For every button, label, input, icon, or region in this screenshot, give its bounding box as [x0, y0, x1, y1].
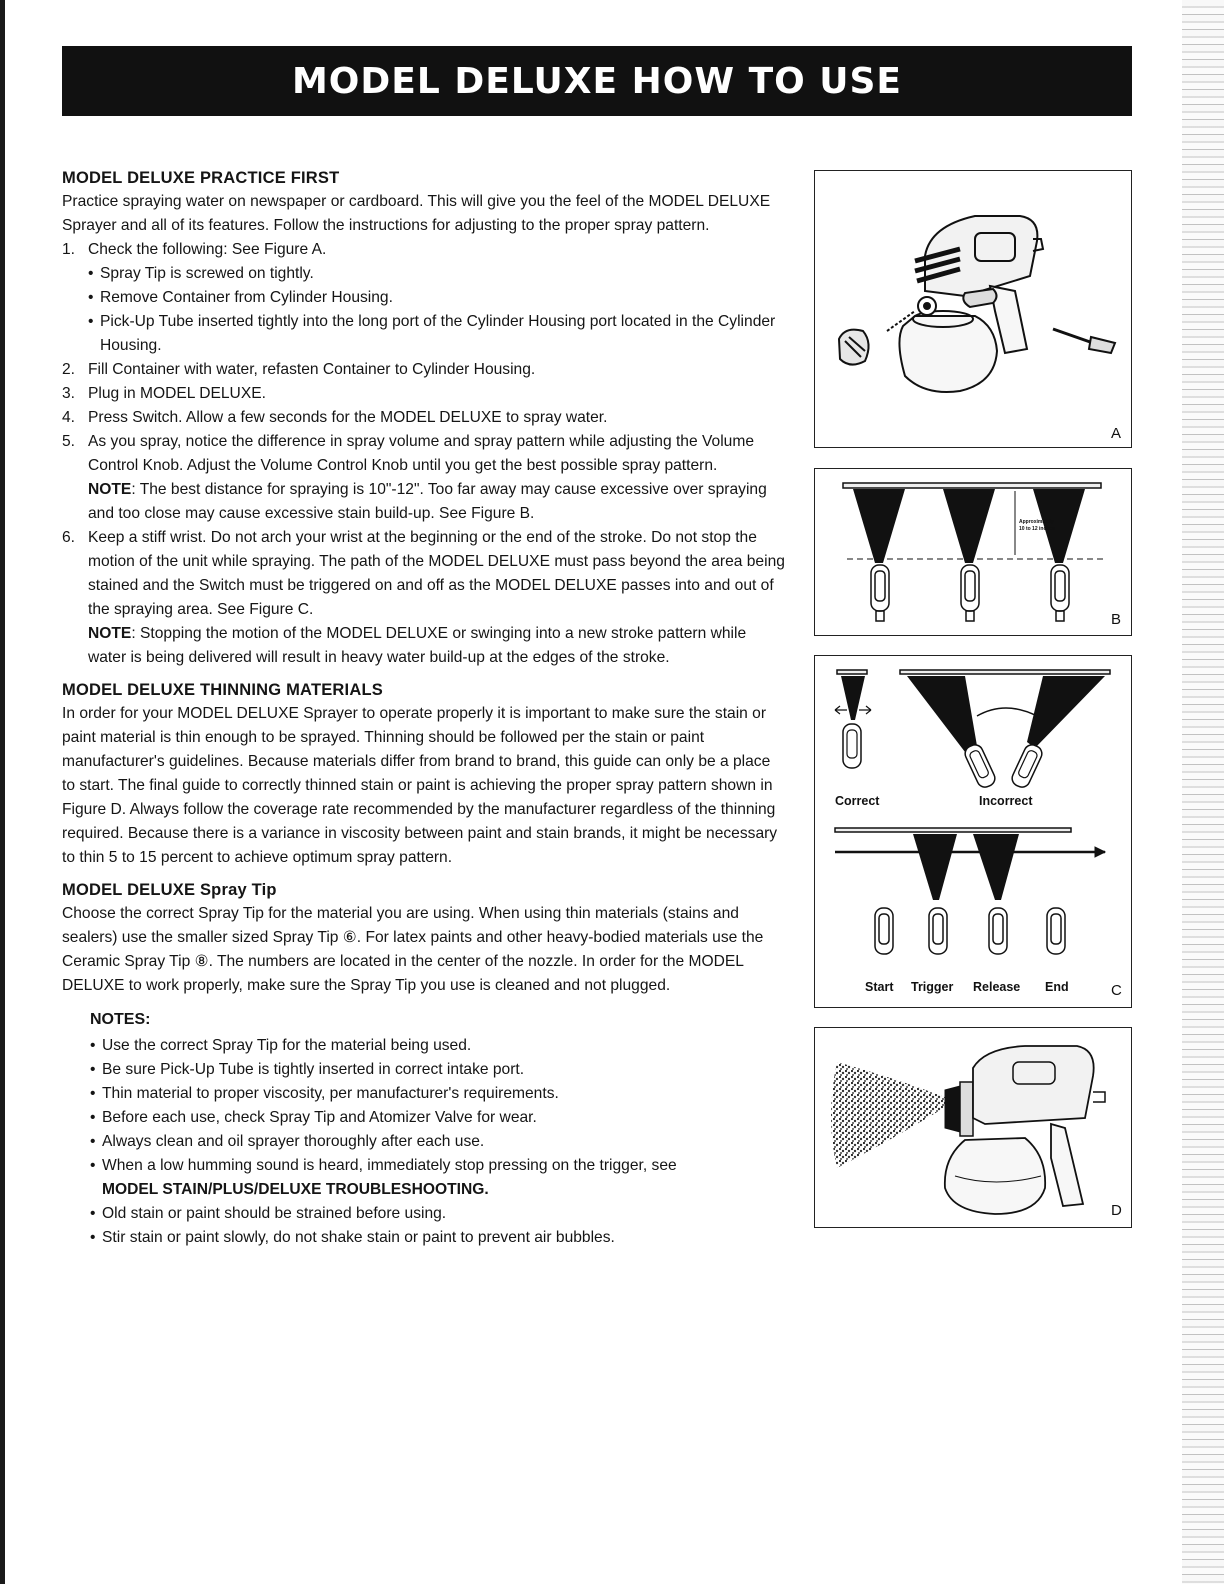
step-text: Check the following: See Figure A. — [88, 241, 327, 258]
bullet-glyph: • — [90, 1229, 96, 1246]
note-text: : The best distance for spraying is 10"-12". Too far away may cause excessive over spraying and too close may cause excessive stain build-up. See Figure B. — [88, 481, 767, 522]
bullet-glyph: • — [90, 1133, 96, 1150]
bullet-glyph: • — [88, 265, 94, 282]
step-1 — [62, 238, 787, 262]
note-item — [90, 1130, 787, 1154]
bullet-glyph: • — [88, 289, 94, 306]
note-label: NOTE — [88, 625, 132, 642]
troubleshooting-reference: MODEL STAIN/PLUS/DELUXE TROUBLESHOOTING. — [102, 1181, 489, 1198]
note-text: : Stopping the motion of the MODEL DELUXE or swinging into a new stroke pattern while water is being delivered will result in heavy water build-up at the edges of the stroke. — [88, 625, 747, 666]
step-number: 2. — [62, 361, 76, 378]
thinning-section — [62, 678, 787, 870]
bullet-item — [88, 310, 787, 358]
spraytip-body: Choose the correct Spray Tip for the material you are using. When using thin materials (stains and sealers) use the smaller sized Spray Tip ⑥. For latex paints and other heavy-bodied materials use the Ceramic Spray Tip ⑧. The numbers are located in the center of the nozzle. In order for the MODEL DELUXE to work properly, make sure the Spray Tip you use is cleaned and not plugged. — [62, 905, 764, 994]
figure-c-letter: C — [1111, 982, 1122, 999]
practice-heading: MODEL DELUXE PRACTICE FIRST — [62, 169, 340, 187]
bullet-glyph: • — [90, 1061, 96, 1078]
bullet-text: Remove Container from Cylinder Housing. — [100, 289, 393, 306]
step-text: As you spray, notice the difference in spray volume and spray pattern while adjusting the Volume Control Knob. Adjust the Volume Control Knob until you get the best possible spray pattern. — [88, 433, 754, 474]
figure-c-incorrect-caption: Incorrect — [979, 794, 1033, 808]
note-label: NOTE — [88, 481, 132, 498]
figure-b — [814, 468, 1132, 636]
note-distance — [88, 478, 787, 526]
figure-d-letter: D — [1111, 1202, 1122, 1219]
figure-d — [814, 1027, 1132, 1228]
step-1-bullets — [62, 262, 787, 358]
step-number: 4. — [62, 409, 76, 426]
bullet-glyph: • — [90, 1157, 96, 1174]
bullet-glyph: • — [88, 313, 94, 330]
figure-d-spray-pattern-illustration — [815, 1028, 1131, 1227]
notes-list — [62, 1034, 787, 1250]
note-item — [90, 1202, 787, 1226]
note-item — [90, 1154, 787, 1202]
figure-c-stroke-illustration — [815, 656, 1131, 1007]
step-text: Fill Container with water, refasten Container to Cylinder Housing. — [88, 361, 536, 378]
step-4 — [62, 406, 787, 430]
bullet-glyph: • — [90, 1085, 96, 1102]
figure-b-distance-label-line2: 10 to 12 inches — [1019, 526, 1055, 532]
thinning-body: In order for your MODEL DELUXE Sprayer to operate properly it is important to make sure the stain or paint material is thin enough to be sprayed. Thinning should be followed per the stain or paint manufacturer's guidelines. Because materials differ from brand to brand, this guide can only be a place to start. The final guide to correctly thinned stain or paint is achieving the proper spray pattern shown in Figure D. Always follow the coverage rate recommended by the manufacturer regardless of the thinning required. Because there is a variance in viscosity between paint and stain brands, it might be necessary to thin 5 to 15 percent to achieve optimum spray pattern. — [62, 705, 778, 866]
step-text: Plug in MODEL DELUXE. — [88, 385, 266, 402]
page-title: MODEL DELUXE HOW TO USE — [62, 46, 1132, 116]
step-6 — [62, 526, 787, 670]
figure-c-correct-caption: Correct — [835, 794, 880, 808]
figure-a-sprayer-illustration — [815, 171, 1131, 447]
main-text-column — [62, 166, 787, 1250]
figure-a — [814, 170, 1132, 448]
figure-b-letter: B — [1111, 611, 1122, 628]
thinning-heading: MODEL DELUXE THINNING MATERIALS — [62, 681, 383, 699]
note-item-text: Thin material to proper viscosity, per manufacturer's requirements. — [102, 1085, 559, 1102]
step-3 — [62, 382, 787, 406]
step-5 — [62, 430, 787, 526]
figure-b-distance-illustration — [815, 469, 1131, 635]
step-number: 5. — [62, 433, 76, 450]
note-item — [90, 1058, 787, 1082]
step-number: 3. — [62, 385, 76, 402]
note-item-text: Always clean and oil sprayer thoroughly after each use. — [102, 1133, 485, 1150]
figure-c-release-caption: Release — [973, 980, 1021, 994]
bullet-text: Spray Tip is screwed on tightly. — [100, 265, 314, 282]
note-item-text: Stir stain or paint slowly, do not shake stain or paint to prevent air bubbles. — [102, 1229, 615, 1246]
step-text: Keep a stiff wrist. Do not arch your wrist at the beginning or the end of the stroke. Do not stop the motion of the unit while spraying. The path of the MODEL DELUXE must pass beyond the area being stained and the Switch must be triggered on and off as the MODEL DELUXE passes into and out of the spraying area. See Figure C. — [88, 529, 785, 618]
note-item-text: Be sure Pick-Up Tube is tightly inserted in correct intake port. — [102, 1061, 525, 1078]
note-item — [90, 1034, 787, 1058]
step-2 — [62, 358, 787, 382]
page-left-edge — [0, 0, 5, 1584]
bullet-item — [88, 286, 787, 310]
spraytip-section — [62, 878, 787, 1250]
step-number: 6. — [62, 529, 76, 546]
note-item — [90, 1082, 787, 1106]
bullet-glyph: • — [90, 1205, 96, 1222]
figure-c-trigger-caption: Trigger — [911, 980, 954, 994]
practice-steps-continued — [62, 358, 787, 670]
step-text: Press Switch. Allow a few seconds for the MODEL DELUXE to spray water. — [88, 409, 608, 426]
figure-c-end-caption: End — [1045, 980, 1069, 994]
note-item-text: Before each use, check Spray Tip and Atomizer Valve for wear. — [102, 1109, 537, 1126]
note-item-text: Use the correct Spray Tip for the material being used. — [102, 1037, 472, 1054]
figure-c-start-caption: Start — [865, 980, 894, 994]
note-item — [90, 1106, 787, 1130]
bullet-glyph: • — [90, 1037, 96, 1054]
note-item-text: When a low humming sound is heard, immediately stop pressing on the trigger, see — [102, 1157, 677, 1174]
note-item — [90, 1226, 787, 1250]
figure-a-letter: A — [1111, 425, 1122, 442]
figure-c — [814, 655, 1132, 1008]
practice-steps — [62, 238, 787, 262]
step-number: 1. — [62, 241, 76, 258]
notes-heading: NOTES: — [90, 1011, 151, 1028]
note-stopping — [88, 622, 787, 670]
practice-intro: Practice spraying water on newspaper or cardboard. This will give you the feel of the MODEL DELUXE Sprayer and all of its features. Follow the instructions for adjusting to the proper spray pattern. — [62, 193, 771, 234]
figure-b-distance-label-line1: Approximately — [1019, 519, 1054, 525]
spraytip-heading: MODEL DELUXE Spray Tip — [62, 881, 277, 899]
scan-right-edge — [1182, 0, 1224, 1584]
bullet-glyph: • — [90, 1109, 96, 1126]
bullet-item — [88, 262, 787, 286]
note-item-text: Old stain or paint should be strained before using. — [102, 1205, 447, 1222]
bullet-text: Pick-Up Tube inserted tightly into the long port of the Cylinder Housing port located in the Cylinder Housing. — [100, 313, 776, 354]
